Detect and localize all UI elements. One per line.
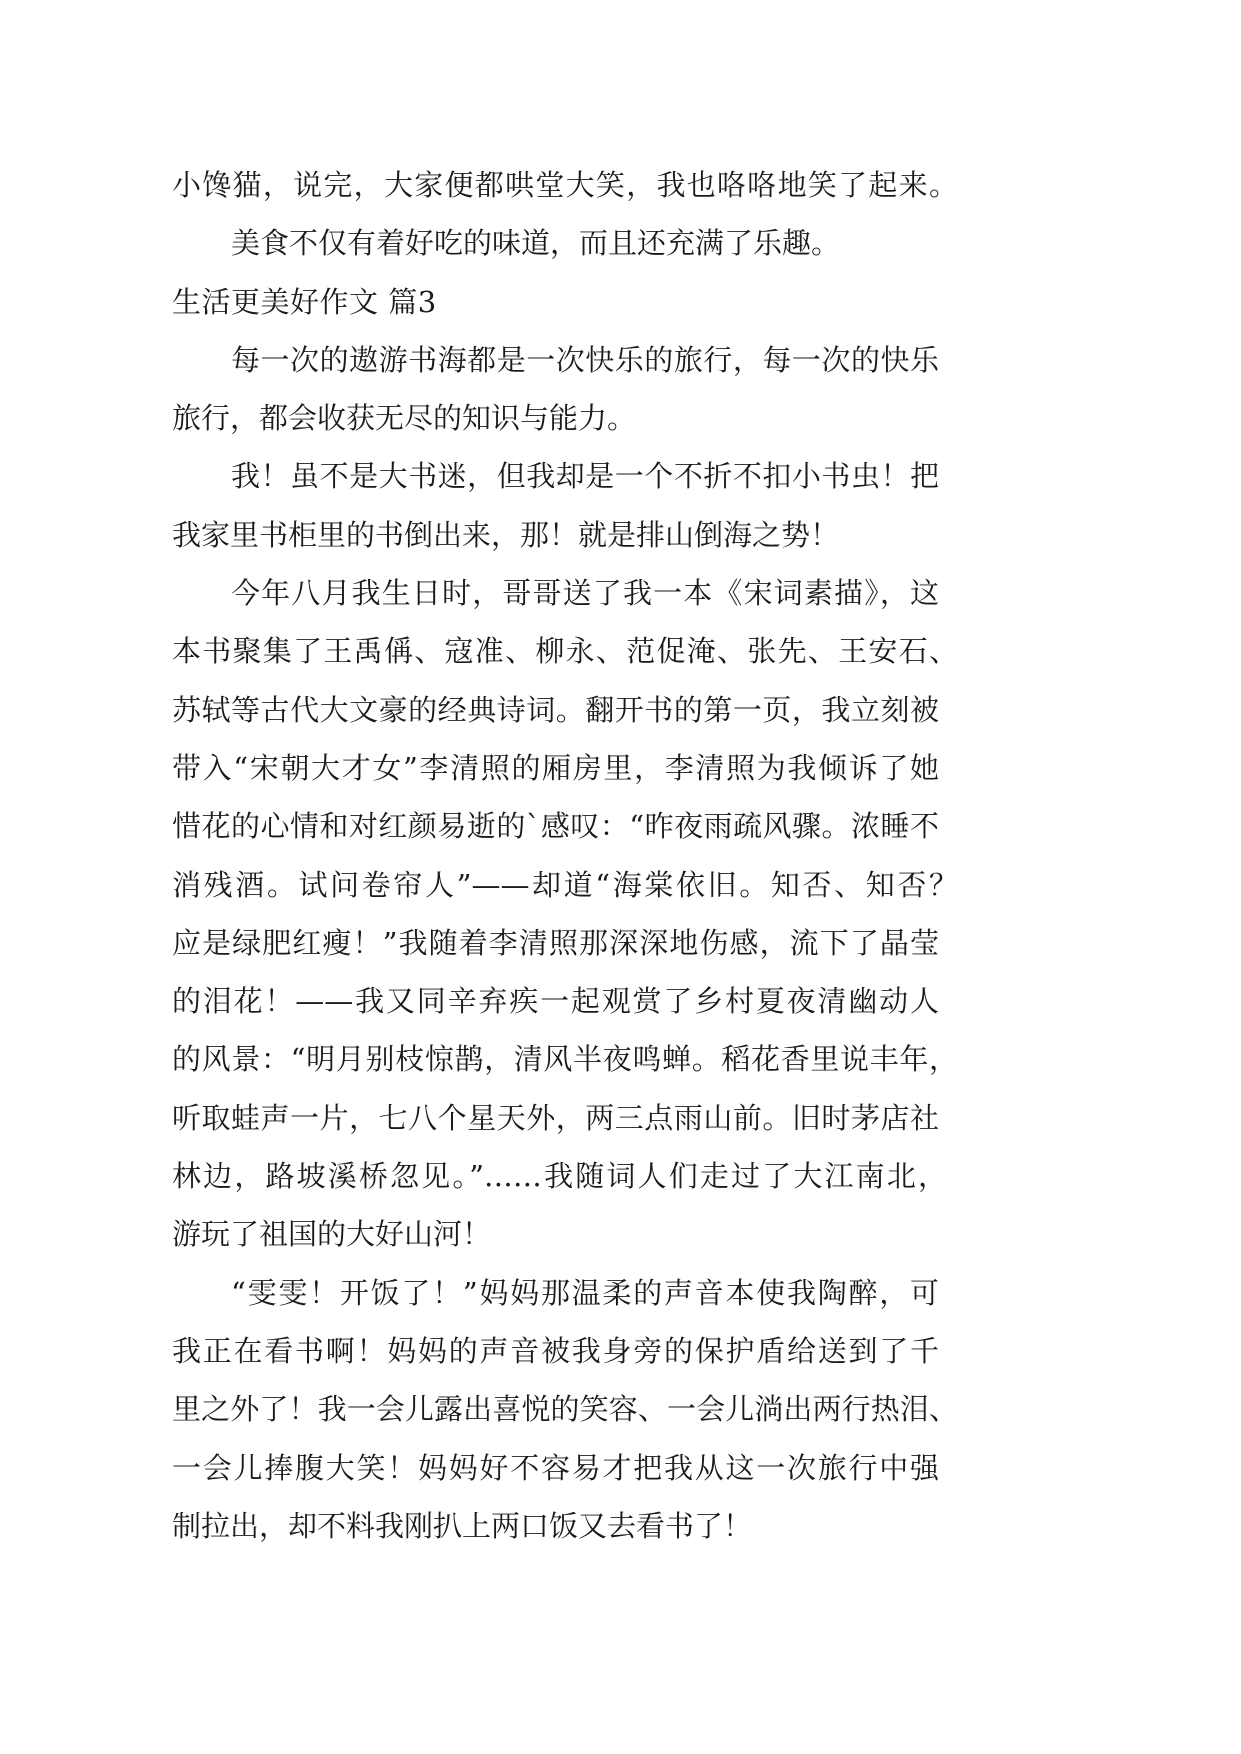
paragraph-line: 的风景：“明月别枝惊鹊，清风半夜鸣蝉。稻花香里说丰年， — [172, 1042, 958, 1077]
paragraph — [172, 214, 972, 272]
paragraph-line: 今年八月我生日时，哥哥送了我一本《宋词素描》，这 — [231, 576, 939, 611]
paragraph-line: 我正在看书啊！妈妈的声音被我身旁的保护盾给送到了千 — [172, 1333, 939, 1368]
paragraph-line: 每一次的遨游书海都是一次快乐的旅行，每一次的快乐 — [231, 342, 939, 377]
paragraph — [172, 564, 972, 1264]
paragraph — [172, 1264, 972, 1555]
paragraph-line: 里之外了！我一会儿露出喜悦的笑容、一会儿淌出两行热泪、 — [172, 1392, 958, 1427]
paragraph-line: 带入“宋朝大才女”李清照的厢房里，李清照为我倾诉了她 — [172, 750, 939, 785]
paragraph — [172, 331, 972, 448]
paragraph-line: 应是绿肥红瘦！”我随着李清照那深深地伤感，流下了晶莹 — [172, 925, 939, 960]
paragraph-line: 一会儿捧腹大笑！妈妈好不容易才把我从这一次旅行中强 — [172, 1450, 939, 1485]
paragraph-line: 制拉出，却不料我刚扒上两口饭又去看书了！ — [172, 1508, 753, 1543]
paragraph-line: “雯雯！开饭了！”妈妈那温柔的声音本使我陶醉，可 — [231, 1275, 939, 1310]
paragraph-line: 美食不仅有着好吃的味道，而且还充满了乐趣。 — [231, 226, 841, 261]
paragraph-line: 我家里书柜里的书倒出来，那！就是排山倒海之势！ — [172, 517, 840, 552]
paragraph-line: 游玩了祖国的大好山河！ — [172, 1217, 492, 1252]
paragraph — [172, 447, 972, 564]
paragraph — [172, 156, 972, 214]
paragraph-line: 的泪花！——我又同辛弃疾一起观赏了乡村夏夜清幽动人 — [172, 984, 939, 1019]
paragraph-line: 惜花的心情和对红颜易逝的`感叹：“昨夜雨疏风骤。浓睡不 — [172, 809, 939, 844]
paragraph-line: 旅行，都会收获无尽的知识与能力。 — [172, 401, 637, 436]
paragraph-line: 消残酒。试问卷帘人”——却道“海棠依旧。知否、知否？ — [172, 867, 958, 902]
document-body — [172, 156, 972, 1555]
paragraph-line: 林边，路坡溪桥忽见。”……我随词人们走过了大江南北， — [172, 1159, 947, 1194]
paragraph-line: 本书聚集了王禹偁、寇准、柳永、范促淹、张先、王安石、 — [172, 634, 958, 669]
paragraph-line: 我！虽不是大书迷，但我却是一个不折不扣小书虫！把 — [231, 459, 939, 494]
paragraph-line: 听取蛙声一片，七八个星天外，两三点雨山前。旧时茅店社 — [172, 1100, 939, 1135]
paragraph-line: 小馋猫，说完，大家便都哄堂大笑，我也咯咯地笑了起来。 — [172, 168, 958, 202]
section-heading: 生活更美好作文 篇3 — [172, 284, 437, 319]
paragraph-line: 苏轼等古代大文豪的经典诗词。翻开书的第一页，我立刻被 — [172, 692, 939, 727]
